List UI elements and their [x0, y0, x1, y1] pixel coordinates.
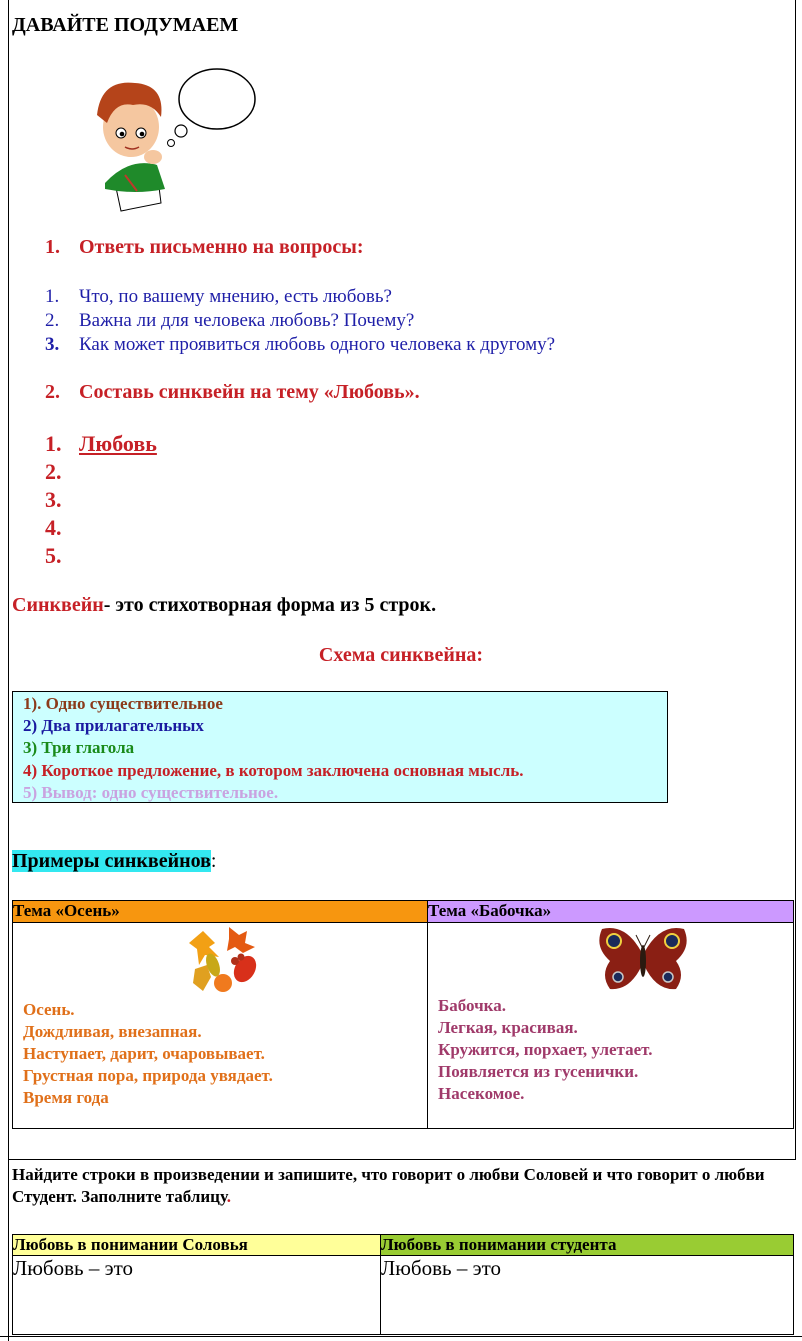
scheme-item-2: 2) Два прилагательных — [23, 716, 204, 735]
task-1-heading — [45, 236, 364, 259]
cinquain-line-3 — [45, 486, 79, 514]
examples-label: Примеры синквейнов — [12, 850, 211, 872]
thinking-boy-illustration — [85, 65, 265, 213]
cinquain-line-4 — [45, 514, 79, 542]
cinquain-line-2-number: 2. — [45, 459, 62, 484]
definition-text: - это стихотворная форма из 5 строк. — [103, 594, 437, 616]
autumn-cell — [13, 923, 428, 1129]
cinquain-line-5-number: 5. — [45, 543, 62, 568]
scheme-item-5: 5) Вывод: одно существительное. — [23, 783, 279, 802]
butterfly-line-3: Кружится, порхает, улетает. — [438, 1040, 653, 1059]
question-2 — [45, 309, 414, 333]
examples-heading — [12, 850, 216, 873]
question-1-number: 1. — [45, 286, 60, 307]
left-border-lower — [8, 1160, 9, 1341]
question-3-number: 3. — [45, 334, 60, 355]
examples-table — [12, 900, 794, 1129]
nightingale-header: Любовь в понимании Соловья — [13, 1235, 381, 1256]
section-divider — [8, 1159, 796, 1160]
bottom-border — [0, 1336, 802, 1337]
autumn-line-4: Грустная пора, природа увядает. — [23, 1066, 273, 1085]
butterfly-lines — [428, 995, 793, 1105]
cinquain-line-1 — [45, 430, 157, 458]
question-2-number: 2. — [45, 310, 60, 331]
question-3 — [45, 333, 555, 357]
nightingale-answer-cell[interactable]: Любовь – это — [13, 1256, 381, 1335]
scheme-item-4: 4) Короткое предложение, в котором заключена основная мысль. — [23, 761, 524, 780]
right-border — [795, 0, 796, 1160]
question-2-text: Важна ли для человека любовь? Почему? — [79, 310, 415, 331]
instruction-text: Найдите строки в произведении и запишите, что говорит о любви Соловей и что говорит о любви Студент. Заполните таблицу — [12, 1165, 765, 1206]
scheme-item-1: 1). Одно существительное — [23, 694, 223, 713]
cinquain-line-2 — [45, 458, 79, 486]
cinquain-definition — [12, 594, 436, 617]
definition-term: Синквейн — [12, 594, 104, 616]
scheme-item-3: 3) Три глагола — [23, 738, 135, 757]
cinquain-line-3-number: 3. — [45, 487, 62, 512]
autumn-line-5: Время года — [23, 1088, 109, 1107]
cinquain-line-1-text: Любовь — [79, 431, 157, 456]
love-table — [12, 1234, 794, 1335]
task-1-number: 1. — [45, 236, 60, 258]
butterfly-line-2: Легкая, красивая. — [438, 1018, 578, 1037]
page-title: ДАВАЙТЕ ПОДУМАЕМ — [12, 14, 239, 36]
student-answer-cell[interactable]: Любовь – это — [381, 1256, 794, 1335]
table-instruction — [12, 1164, 782, 1208]
butterfly-cell — [428, 923, 794, 1129]
autumn-line-2: Дождливая, внезапная. — [23, 1022, 202, 1041]
cinquain-line-1-number: 1. — [45, 431, 62, 456]
task-2-heading — [45, 381, 420, 404]
autumn-line-3: Наступает, дарит, очаровывает. — [23, 1044, 265, 1063]
task-2-text: Составь синквейн на тему «Любовь». — [79, 381, 420, 403]
butterfly-image — [596, 925, 690, 995]
scheme-title: Схема синквейна: — [318, 644, 484, 666]
butterfly-line-4: Появляется из гусенички. — [438, 1062, 639, 1081]
cinquain-line-5 — [45, 542, 79, 570]
question-1-text: Что, по вашему мнению, есть любовь? — [79, 286, 392, 307]
butterfly-line-1: Бабочка. — [438, 996, 506, 1015]
autumn-header: Тема «Осень» — [13, 901, 428, 923]
butterfly-line-5: Насекомое. — [438, 1084, 525, 1103]
instruction-dot: . — [226, 1187, 232, 1206]
scheme-box — [12, 691, 668, 803]
question-1 — [45, 285, 392, 309]
student-header: Любовь в понимании студента — [381, 1235, 794, 1256]
autumn-lines — [13, 999, 427, 1109]
left-border — [8, 0, 9, 1160]
task-1-text: Ответь письменно на вопросы: — [79, 236, 364, 258]
question-3-text: Как может проявиться любовь одного человека к другому? — [79, 334, 556, 355]
butterfly-header: Тема «Бабочка» — [428, 901, 794, 923]
autumn-leaves-image — [189, 925, 263, 999]
task-2-number: 2. — [45, 381, 60, 403]
examples-colon: : — [210, 850, 217, 872]
cinquain-line-4-number: 4. — [45, 515, 62, 540]
autumn-line-1: Осень. — [23, 1000, 75, 1019]
